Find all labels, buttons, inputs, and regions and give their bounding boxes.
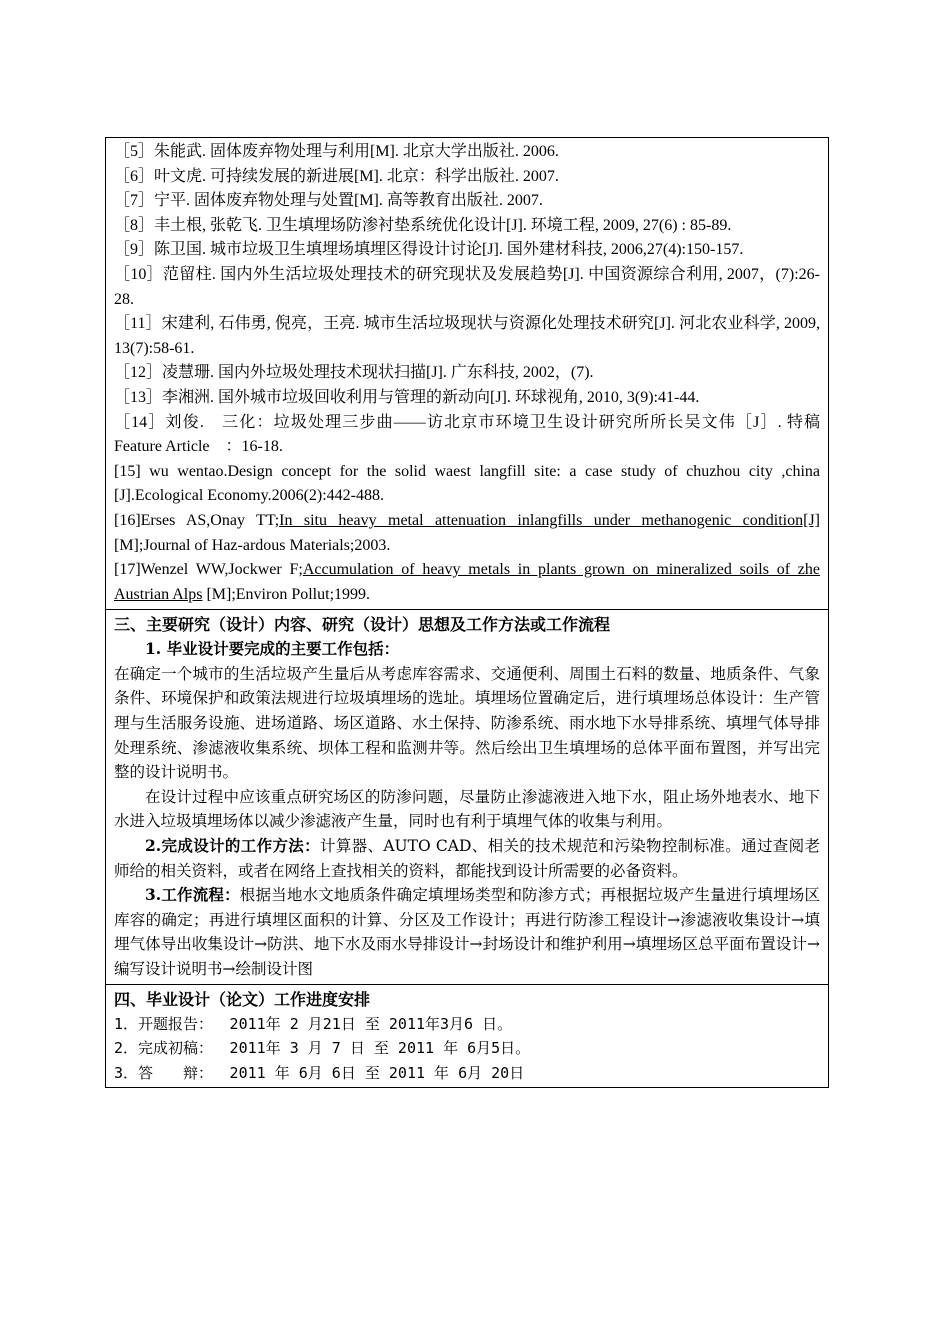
reference-item: [15] wu wentao.Design concept for the solid waest langfill site: a case study of chuzhou city ,china [J].Ecological Economy.2006(2):442-488. [114,462,820,505]
reference-item: ［11］宋建利, 石伟勇, 倪亮，王亮. 城市生活垃圾现状与资源化处理技术研究[J]. 河北农业科学, 2009, 13(7):58-61. [114,315,820,357]
reference-item: ［6］叶文虎. 可持续发展的新进展[M]. 北京：科学出版社. 2007. [114,167,559,185]
research-content-cell [106,610,828,984]
method-label: 2.完成设计的工作方法： [145,836,320,856]
reference-item: ［9］陈卫国. 城市垃圾卫生填埋场填埋区得设计讨论[J]. 国外建材科技, 2006,27(4):150-157. [114,241,744,259]
workflow-paragraph [114,883,820,981]
method-paragraph [114,834,820,883]
reference-item: ［8］丰土根, 张乾飞. 卫生填埋场防渗衬垫系统优化设计[J]. 环境工程, 2009, 27(6) : 85-89. [114,216,732,234]
reference-link[interactable]: In situ heavy metal attenuation inlangfills under methanogenic condition[J] [279,511,820,529]
schedule-row: 3．答 辩： 2011 年 6月 6日 至 2011 年 6月 20日 [114,1063,525,1082]
reference-item-16 [114,509,820,558]
reference-item: ［10］范留柱. 国内外生活垃圾处理技术的研究现状及发展趋势[J]. 中国资源综合利用, 2007，(7):26-28. [114,265,820,308]
reference-item: ［7］宁平. 固体废弃物处理与处置[M]. 高等教育出版社. 2007. [114,192,543,210]
section-heading: 三、主要研究（设计）内容、研究（设计）思想及工作方法或工作流程 [114,615,611,635]
reference-authors: [16]Erses AS,Onay TT; [114,511,280,529]
paragraph: 在设计过程中应该重点研究场区的防渗问题，尽量防止渗滤液进入地下水，阻止场外地表水、地下水进入垃圾填埋场体以减少渗滤液产生量，同时也有利于填埋气体的收集与利用。 [114,787,820,831]
workflow-label: 3.工作流程： [145,885,240,905]
reference-source: [M];Journal of Haz-ardous Materials;2003. [114,536,391,554]
reference-item: ［13］李湘洲. 国外城市垃圾回收利用与管理的新动向[J]. 环球视角, 2010, 3(9):41-44. [114,388,700,406]
reference-item: ［14］刘俊. 三化：垃圾处理三步曲——访北京市环境卫生设计研究所所长吴文伟［J］. 特稿 Feature Article ：16-18. [114,413,820,456]
section-heading: 四、毕业设计（论文）工作进度安排 [114,989,371,1009]
reference-authors: [17]Wenzel WW,Jockwer F; [114,561,303,579]
reference-link[interactable]: Accumulation of heavy metals in plants grown on mineralized soils of zhe Austrian Alps [114,561,821,603]
references-cell [106,138,828,610]
reference-source: [M];Environ Pollut;1999. [202,585,371,603]
proposal-table [105,137,829,1088]
schedule-row: 2．完成初稿： 2011年 3 月 7 日 至 2011 年 6月5日。 [114,1039,531,1058]
reference-item: ［12］凌慧珊. 国内外垃圾处理技术现状扫描[J]. 广东科技, 2002，(7). [114,364,594,382]
reference-item-17 [114,558,820,607]
schedule-row: 1．开题报告： 2011年 2 月21日 至 2011年3月6 日。 [114,1014,513,1033]
subsection-heading: 1. 毕业设计要完成的主要工作包括： [145,639,400,659]
schedule-cell [106,985,828,1088]
method-text: 计算器、AUTO CAD、相关的技术规范和污染物控制标准。通过查阅老师给的相关资料，或者在网络上查找相关的资料，都能找到设计所需要的必备资料。 [114,837,820,880]
workflow-text: 根据当地水文地质条件确定填埋场类型和防渗方式；再根据垃圾产生量进行填埋场区库容的确定；再进行填埋区面积的计算、分区及工作设计；再进行防渗工程设计→渗滤液收集设计→填埋气体导出收集设计→防洪、地下水及雨水导排设计→封场设计和维护利用→填埋场区总平面布置设计→编写设计说明书→绘制设计图 [114,886,820,978]
reference-item: ［5］朱能武. 固体废弃物处理与利用[M]. 北京大学出版社. 2006. [114,143,559,160]
paragraph: 在确定一个城市的生活垃圾产生量后从考虑库容需求、交通便利、周围土石料的数量、地质条件、气象条件、环境保护和政策法规进行垃圾填埋场的选址。填埋场位置确定后，进行填埋场总体设计：生产管理与生活服务设施、进场道路、场区道路、水土保持、防渗系统、雨水地下水导排系统、填埋气体导排处理系统、渗滤液收集系统、坝体工程和监测井等。然后绘出卫生填埋场的总体平面布置图，并写出完整的设计说明书。 [114,664,820,782]
